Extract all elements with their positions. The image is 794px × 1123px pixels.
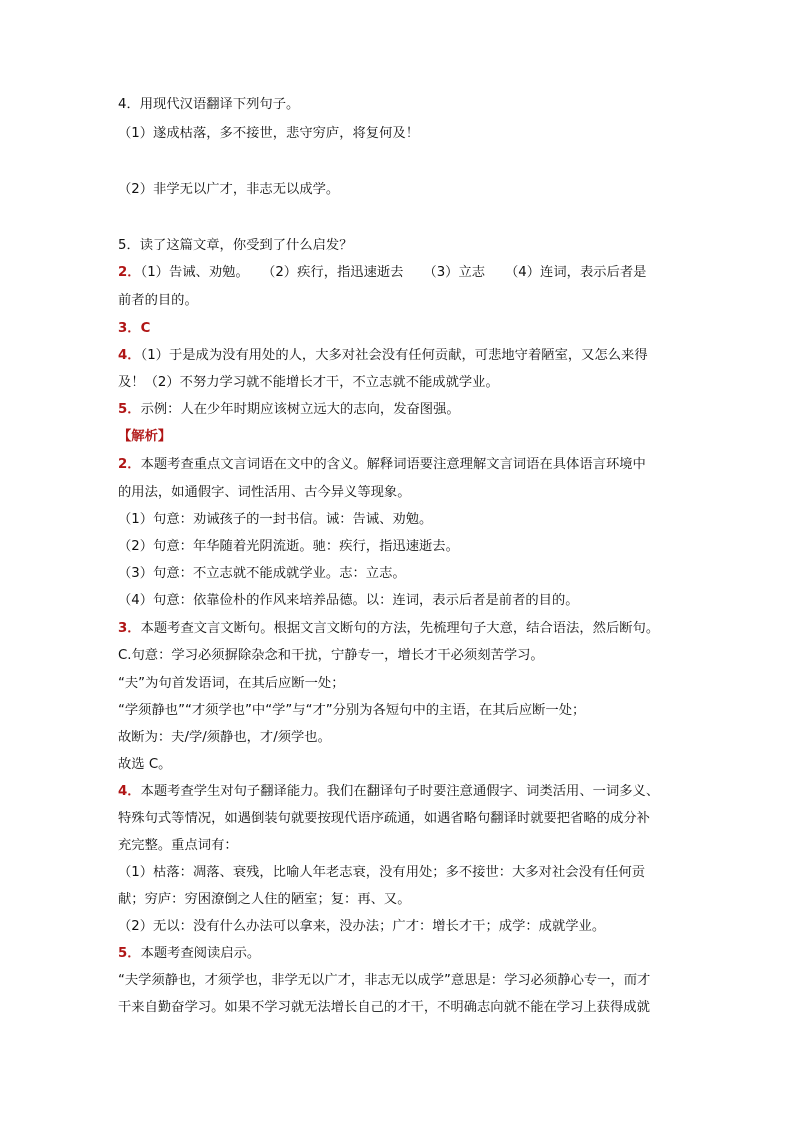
analysis-5-text: 本题考查阅读启示。 [140, 946, 261, 961]
answer-2-continued: 前者的目的。 [118, 293, 198, 308]
analysis-2-sub-4: （4）句意：依靠俭朴的作风来培养品德。以：连词，表示后者是前者的目的。 [118, 593, 579, 608]
answer-3-number: 3． [118, 321, 141, 336]
answer-2-text: （1）告诫、劝勉。 （2）疾行，指迅速逝去 （3）立志 （4）连词，表示后者是 [140, 265, 647, 280]
answer-2 [118, 264, 646, 282]
analysis-heading: 【解析】 [118, 429, 172, 444]
question-5-title: 5．读了这篇文章，你受到了什么启发？ [118, 238, 353, 253]
analysis-2-line-1 [118, 456, 646, 474]
answer-4 [118, 347, 648, 365]
analysis-5-line-1 [118, 945, 260, 963]
analysis-5-number: 5． [118, 946, 141, 961]
analysis-3-line-6: 故选 C。 [118, 757, 172, 772]
answer-5-number: 5． [118, 402, 141, 417]
answer-2-number: 2． [118, 265, 141, 280]
analysis-2-sub-3: （3）句意：不立志就不能成就学业。志：立志。 [118, 566, 406, 581]
analysis-5-line-2: “夫学须静也，才须学也，非学无以广才，非志无以成学”意思是：学习必须静心专一，而才 [118, 973, 651, 988]
answer-4-continued: 及！（2）不努力学习就不能增长才干，不立志就不能成就学业。 [118, 375, 499, 390]
analysis-4-line-5: 献；穷庐：穷困潦倒之人住的陋室；复：再、又。 [118, 892, 411, 907]
analysis-3-number: 3． [118, 621, 141, 636]
question-4-title: 4．用现代汉语翻译下列句子。 [118, 97, 300, 112]
analysis-3-line-1 [118, 620, 659, 638]
answer-5-text: 示例：人在少年时期应该树立远大的志向，发奋图强。 [140, 402, 460, 417]
answer-3-text: C [140, 321, 151, 336]
answer-4-text: （1）于是成为没有用处的人，大多对社会没有任何贡献，可悲地守着陋室，又怎么来得 [140, 348, 648, 363]
analysis-3-line-2: C.句意：学习必须摒除杂念和干扰，宁静专一，增长才干必须刻苦学习。 [118, 648, 544, 663]
analysis-3-line-3: “夫”为句首发语词，在其后应断一处； [118, 676, 345, 691]
analysis-4-line-1 [118, 783, 659, 801]
question-4-item-2: （2）非学无以广才，非志无以成学。 [118, 182, 340, 197]
analysis-3-text: 本题考查文言文断句。根据文言文断句的方法，先梳理句子大意，结合语法，然后断句。 [140, 621, 660, 636]
analysis-4-line-6: （2）无以：没有什么办法可以拿来，没办法；广才：增长才干；成学：成就学业。 [118, 919, 606, 934]
analysis-5-line-3: 干来自勤奋学习。如果不学习就无法增长自己的才干，不明确志向就不能在学习上获得成就 [118, 1000, 650, 1015]
answer-4-number: 4． [118, 348, 141, 363]
analysis-4-text: 本题考查学生对句子翻译能力。我们在翻译句子时要注意通假字、词类活用、一词多义、 [140, 784, 660, 799]
analysis-4-number: 4． [118, 784, 141, 799]
analysis-3-line-5: 故断为：夫/学/须静也，才/须学也。 [118, 730, 331, 745]
analysis-4-line-2: 特殊句式等情况，如遇倒装句就要按现代语序疏通，如遇省略句翻译时就要把省略的成分补 [118, 811, 650, 826]
analysis-3-line-4: “学须静也”“才须学也”中“学”与“才”分别为各短句中的主语，在其后应断一处； [118, 703, 586, 718]
analysis-2-sub-1: （1）句意：劝诫孩子的一封书信。诫：告诫、劝勉。 [118, 512, 433, 527]
analysis-2-sub-2: （2）句意：年华随着光阴流逝。驰：疾行，指迅速逝去。 [118, 539, 459, 554]
analysis-2-number: 2． [118, 457, 141, 472]
analysis-4-line-3: 充完整。重点词有： [118, 838, 238, 853]
question-4-item-1: （1）遂成枯落，多不接世，悲守穷庐，将复何及！ [118, 126, 419, 141]
answer-3 [118, 320, 150, 338]
answer-5 [118, 401, 460, 419]
analysis-2-line-2: 的用法，如通假字、词性活用、古今异义等现象。 [118, 485, 411, 500]
analysis-4-line-4: （1）枯落：凋落、衰残，比喻人年老志衰，没有用处；多不接世：大多对社会没有任何贡 [118, 865, 646, 880]
analysis-2-text: 本题考查重点文言词语在文中的含义。解释词语要注意理解文言词语在具体语言环境中 [140, 457, 646, 472]
